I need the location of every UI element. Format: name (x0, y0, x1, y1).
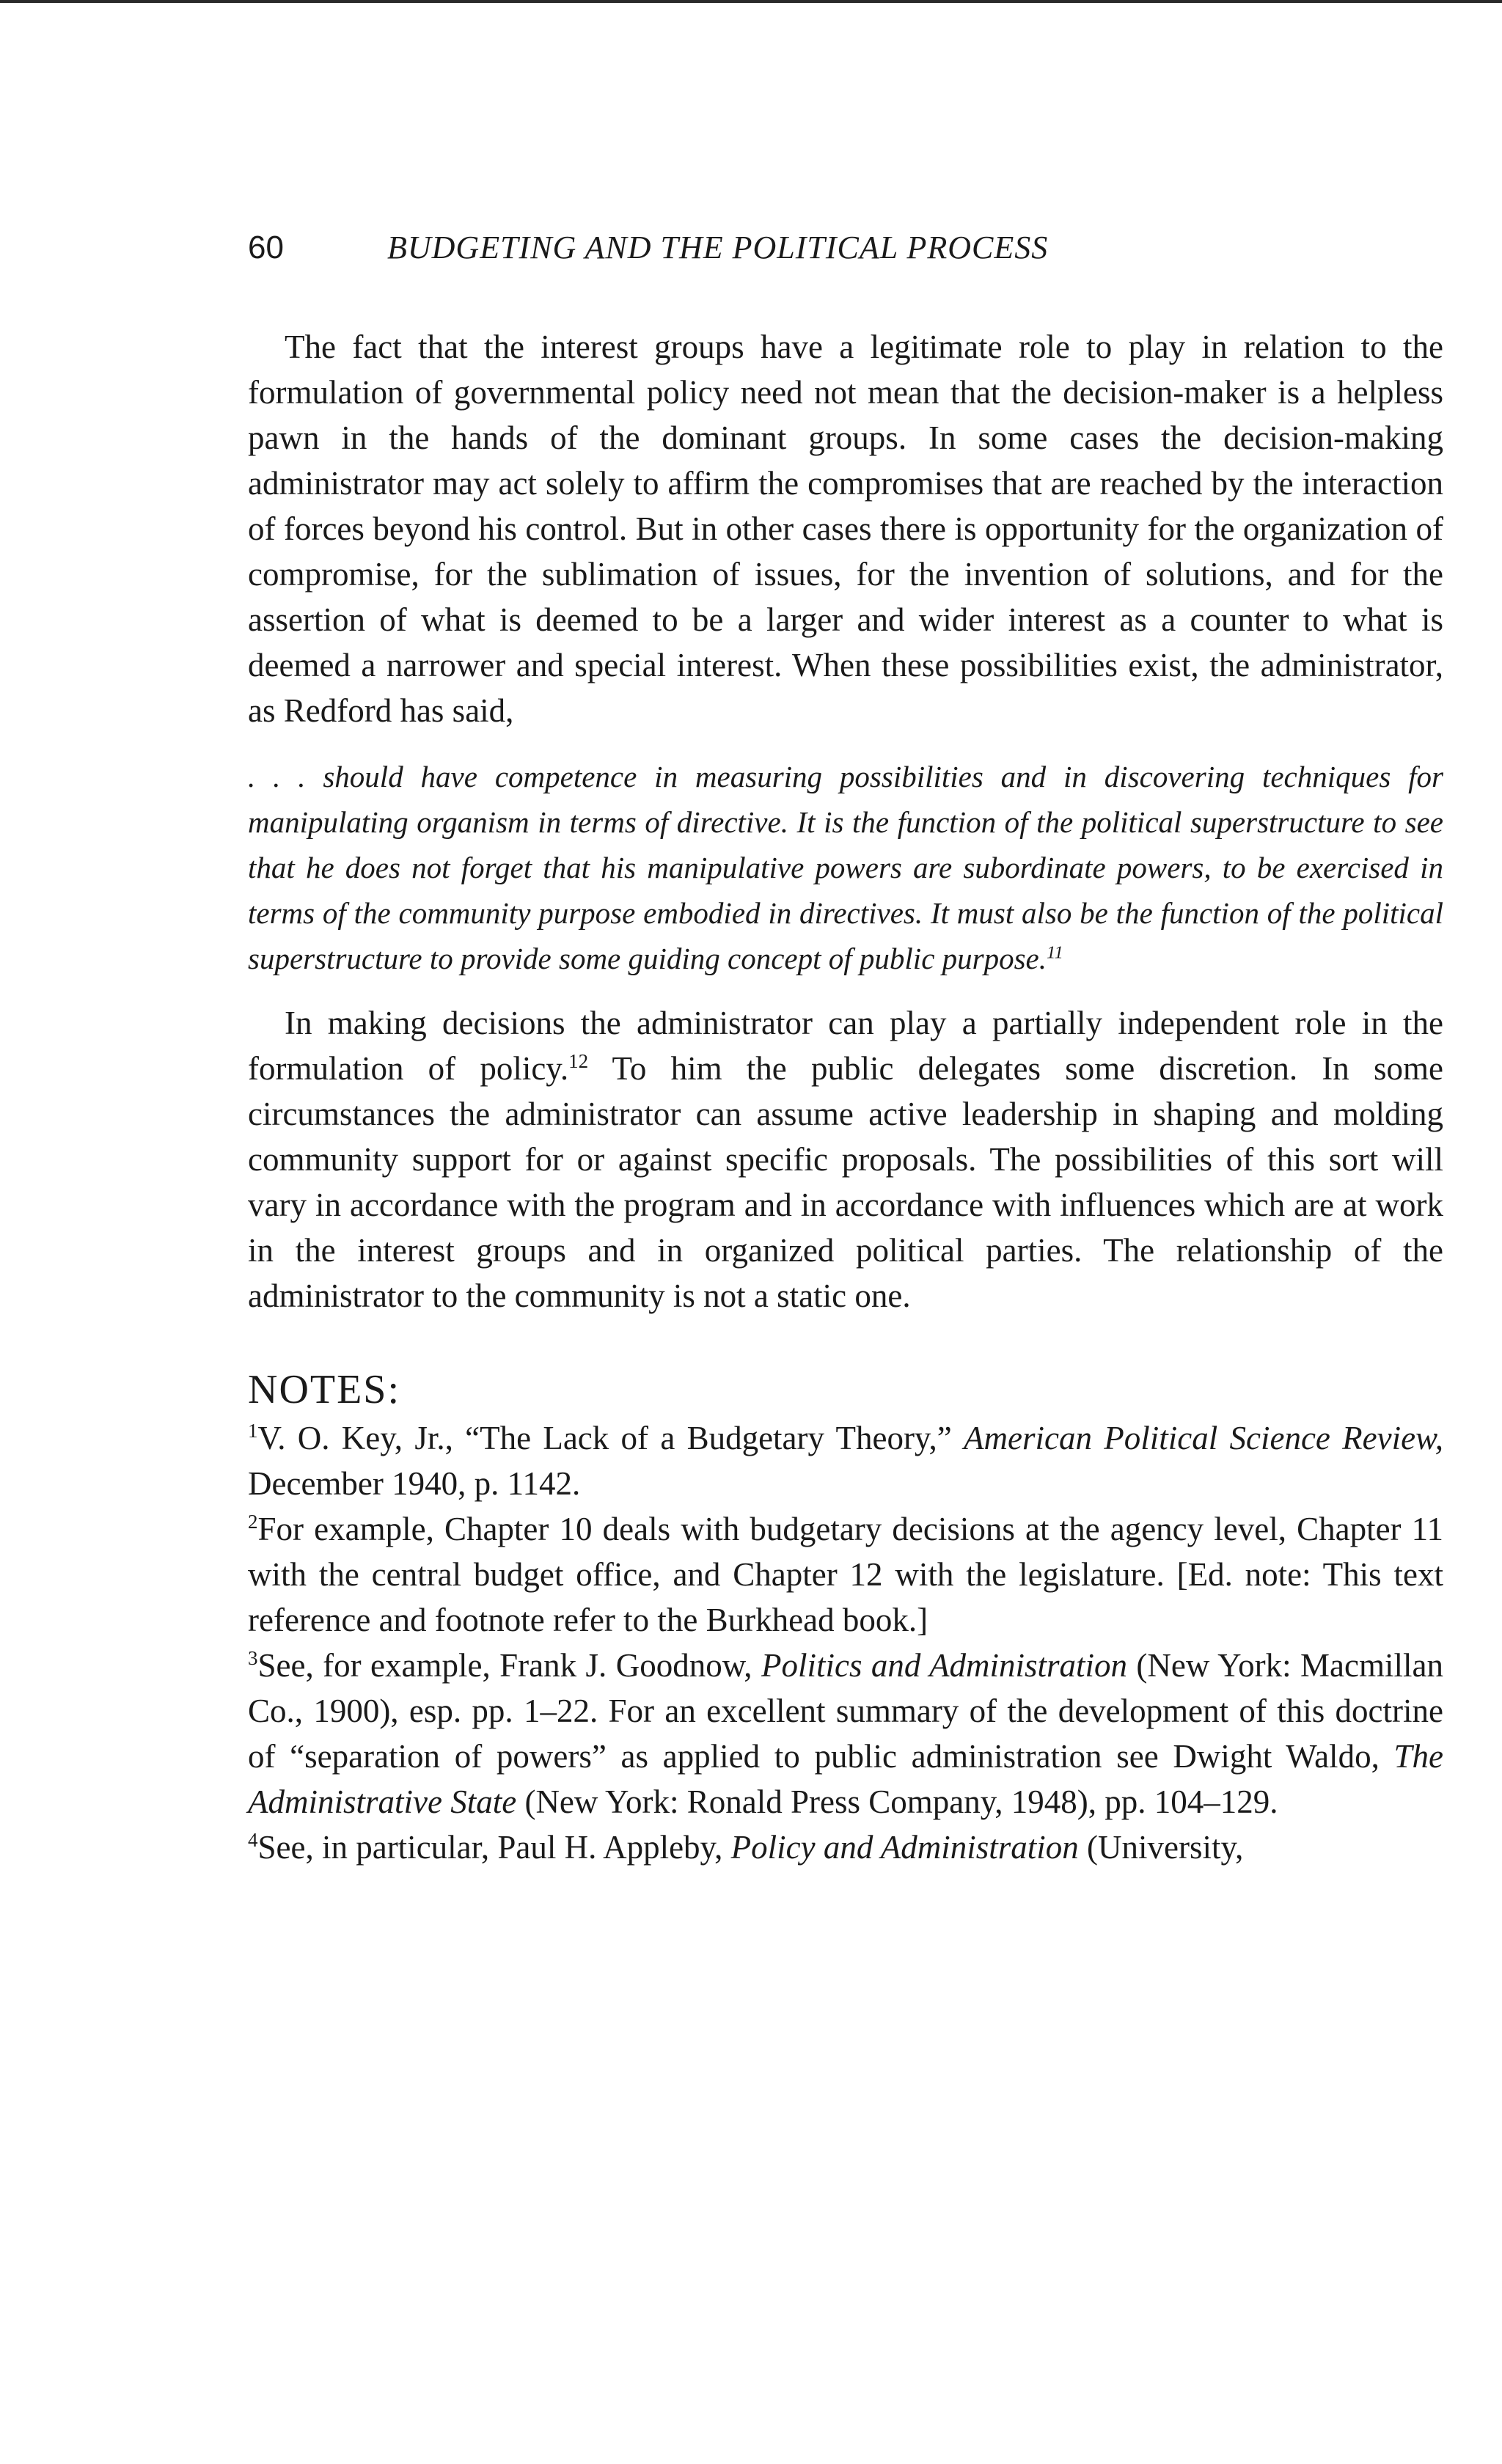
top-border-rule (0, 0, 1502, 3)
note-number: 1 (248, 1420, 258, 1442)
page-number: 60 (248, 230, 284, 265)
block-quote-redford (248, 754, 1443, 981)
quote-text: . . . should have competence in measuring possibilities and in discovering techniques for manipulating organism in terms of directive. It is the function of the political superstructure to see that he does not forget that his manipulative powers are subordinate powers, to be exercised in terms of the community purpose embodied in directives. It must also be the function of the political superstructure to provide some guiding concept of public purpose. (248, 760, 1443, 975)
paragraph-interest-groups: The fact that the interest groups have a legitimate role to play in relation to the formulation of governmental policy need not mean that the decision-maker is a helpless pawn in the hands of the dominant groups. In some cases the decision-making administrator may act solely to affirm the compromises that are reached by the interaction of forces beyond his control. But in other cases there is opportunity for the organization of compromise, for the sublimation of issues, for the invention of solutions, and for the assertion of what is deemed to be a larger and wider interest as a counter to what is deemed a narrower and special interest. When these possibilities exist, the administrator, as Redford has said, (248, 329, 1443, 729)
note-title: Policy and Administration (730, 1829, 1079, 1866)
note-text: For example, Chapter 10 deals with budgetary decisions at the agency level, Chapter 11 with the central budget office, and Chapter 12 with the legislature. [Ed. note: This text reference and footnote refer to the Burkhead book.] (248, 1511, 1443, 1638)
page-header (248, 229, 1443, 280)
note-title: American Political Science Review, (964, 1420, 1444, 1456)
note-text: See, for example, Frank J. Goodnow, (257, 1647, 761, 1684)
note-text: December 1940, p. 1142. (248, 1465, 581, 1502)
note-text: (University, (1078, 1829, 1244, 1866)
notes-heading: NOTES: (248, 1367, 400, 1412)
note-3 (248, 1643, 1443, 1825)
note-text: (New York: Macmillan Co., 1900), esp. pp. 1–22. For an excellent summary of the development of this doctrine of “separation of powers” as applied to public administration see Dwight Waldo, (248, 1647, 1443, 1775)
paragraph-text-b: To him the public delegates some discretion. In some circumstances the administrator can assume active leadership in shaping and molding community support for or against specific proposals. The possibilities of this sort will vary in accordance with the program and in accordance with influences which are at work in the interest groups and in organized political parties. The relationship of the administrator to the community is not a static one. (248, 1050, 1443, 1314)
note-title: Politics and Administration (761, 1647, 1128, 1684)
note-text: V. O. Key, Jr., “The Lack of a Budgetary Theory,” (257, 1420, 964, 1456)
footnote-ref-12: 12 (568, 1050, 589, 1072)
note-text: (New York: Ronald Press Company, 1948), pp. 104–129. (516, 1783, 1278, 1820)
note-title: The Administrative State (248, 1738, 1443, 1820)
note-number: 2 (248, 1511, 258, 1533)
note-number: 3 (248, 1647, 258, 1669)
paragraph-text-a: In making decisions the administrator can play a partially independent role in the formulation of policy. (248, 1005, 1443, 1087)
note-2 (248, 1506, 1443, 1643)
note-number: 4 (248, 1829, 258, 1851)
running-head: BUDGETING AND THE POLITICAL PROCESS (387, 230, 1049, 265)
note-text: See, in particular, Paul H. Appleby, (257, 1829, 731, 1866)
book-page (248, 229, 1443, 1870)
footnote-ref-11: 11 (1047, 942, 1063, 963)
note-4 (248, 1825, 1443, 1870)
paragraph-administrator-role (248, 1000, 1443, 1319)
note-1 (248, 1415, 1443, 1506)
